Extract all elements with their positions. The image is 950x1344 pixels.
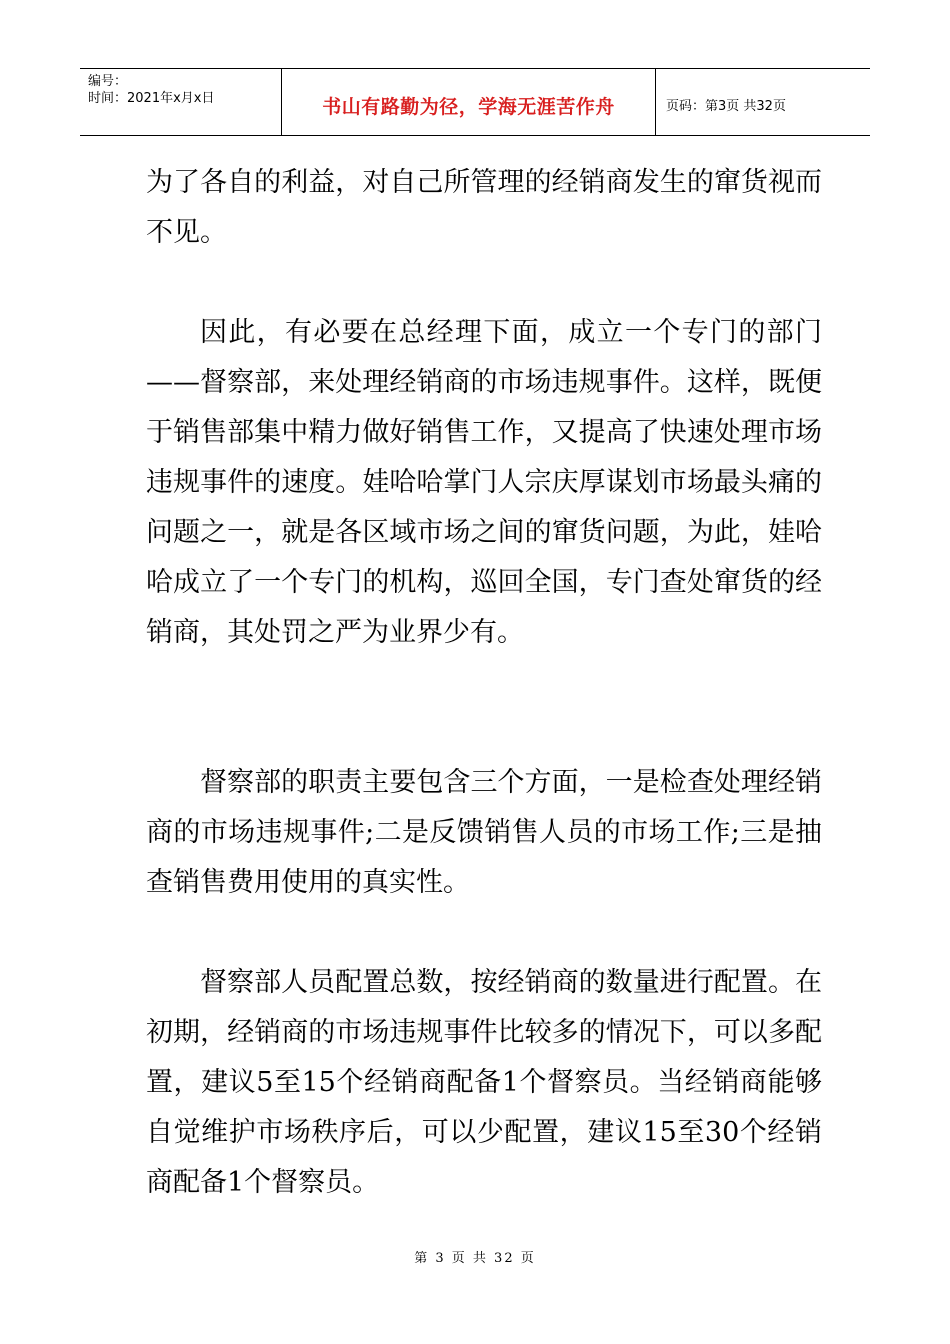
header-motto: 书山有路勤为径，学海无涯苦作舟 [322, 95, 615, 118]
page-footer [0, 1247, 950, 1266]
document-header [80, 68, 870, 136]
header-page-cell [656, 69, 870, 135]
paragraph-3: 督察部的职责主要包含三个方面，一是检查处理经销商的市场违规事件;二是反馈销售人员的市场工作;三是抽查销售费用使用的真实性。 [146, 767, 822, 898]
document-date: 时间：2021年x月x日 [88, 91, 215, 106]
paragraph-4: 督察部人员配置总数，按经销商的数量进行配置。在初期，经销商的市场违规事件比较多的情况下，可以多配置，建议5至15个经销商配备1个督察员。当经销商能够自觉维护市场秩序后，可以少配置，建议15至30个经销商配备1个督察员。 [146, 967, 822, 1198]
paragraph-1: 为了各自的利益，对自己所管理的经销商发生的窜货视而不见。 [146, 167, 822, 248]
header-page-info: 页码：第3页 共32页 [666, 98, 786, 114]
document-body [146, 158, 822, 1208]
document-number-label: 编号： [88, 74, 128, 89]
header-meta-cell [80, 69, 282, 135]
footer-page-number: 第 3 页 共 32 页 [414, 1251, 536, 1266]
paragraph-2: 因此，有必要在总经理下面，成立一个专门的部门——督察部，来处理经销商的市场违规事件。这样，既便于销售部集中精力做好销售工作，又提高了快速处理市场违规事件的速度。娃哈哈掌门人宗庆厚谋划市场最头痛的问题之一，就是各区域市场之间的窜货问题，为此，娃哈哈成立了一个专门的机构，巡回全国，专门查处窜货的经销商，其处罚之严为业界少有。 [146, 317, 822, 648]
header-motto-cell [282, 69, 656, 135]
